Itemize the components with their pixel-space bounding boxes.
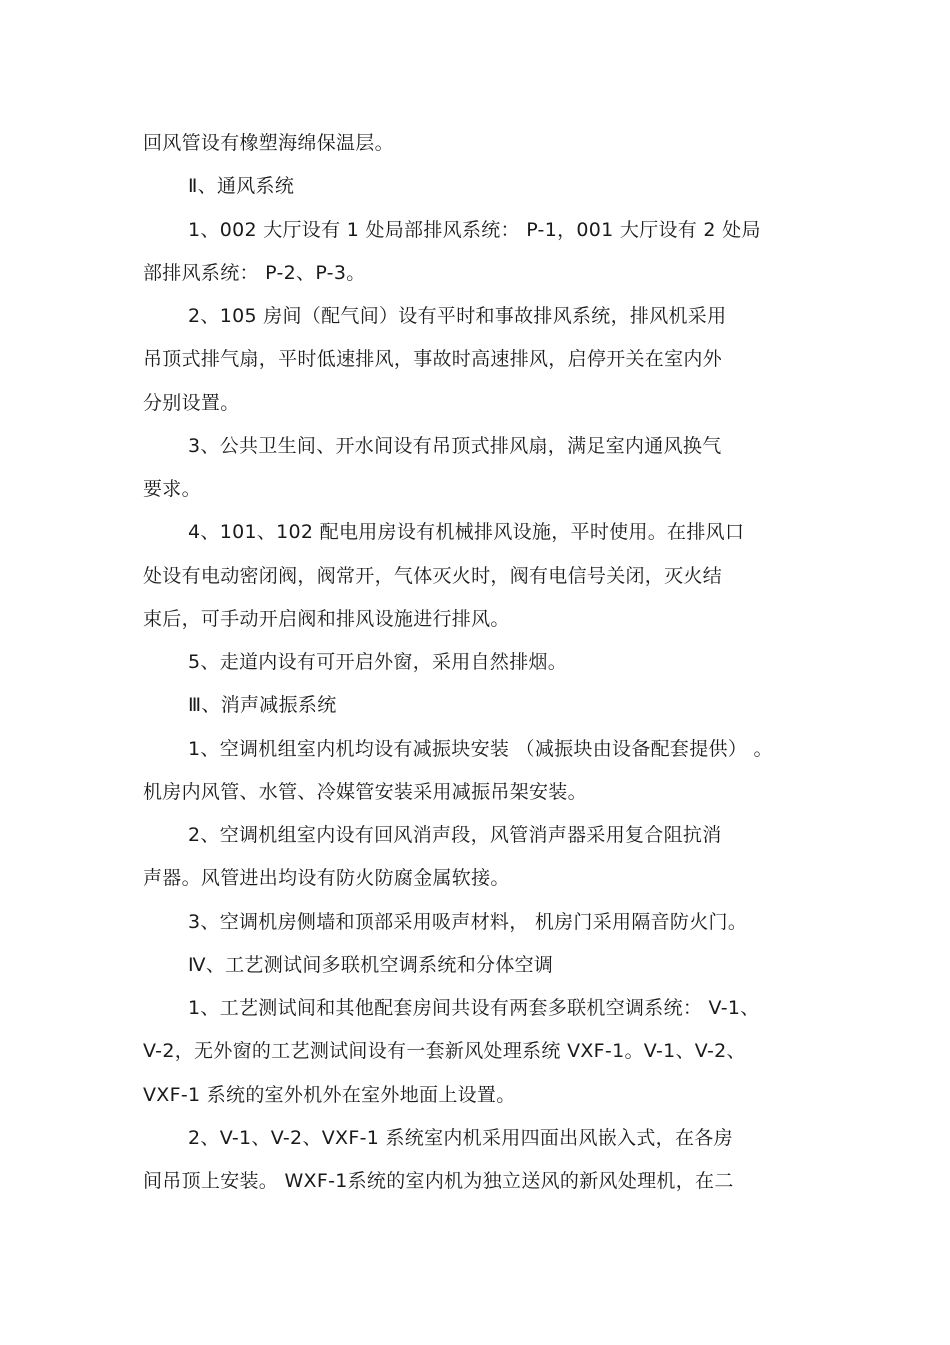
text-line: 吊顶式排气扇，平时低速排风，事故时高速排风，启停开关在室内外 (143, 348, 723, 370)
text-line: 回风管设有橡塑海绵保温层。 (143, 132, 394, 154)
text-line: 2、空调机组室内设有回风消声段，风管消声器采用复合阻抗消 (188, 824, 722, 846)
text-line: 束后，可手动开启阀和排风设施进行排风。 (143, 608, 510, 630)
text-line: 分别设置。 (143, 392, 240, 414)
text-line: 5、走道内设有可开启外窗，采用自然排烟。 (188, 651, 568, 673)
text-line: VXF-1 系统的室外机外在室外地面上设置。 (143, 1084, 516, 1106)
text-line: 3、空调机房侧墙和顶部采用吸声材料， 机房门采用隔音防火门。 (188, 911, 748, 933)
text-line: 部排风系统： P-2、P-3。 (143, 262, 366, 284)
text-line: 2、V-1、V-2、VXF-1 系统室内机采用四面出风嵌入式，在各房 (188, 1127, 733, 1149)
section-heading: Ⅲ、消声减振系统 (188, 694, 337, 716)
text-line: 1、002 大厅设有 1 处局部排风系统： P-1，001 大厅设有 2 处局 (188, 219, 761, 241)
text-line: V-2，无外窗的工艺测试间设有一套新风处理系统 VXF-1。V-1、V-2、 (143, 1040, 746, 1062)
text-line: 要求。 (143, 478, 201, 500)
text-line: 2、105 房间（配气间）设有平时和事故排风系统，排风机采用 (188, 305, 727, 327)
text-line: 1、空调机组室内机均设有减振块安装 （减振块由设备配套提供） 。 (188, 738, 773, 760)
text-line: 间吊顶上安装。 WXF-1系统的室内机为独立送风的新风处理机，在二 (143, 1170, 734, 1192)
text-line: 声器。风管进出均设有防火防腐金属软接。 (143, 867, 510, 889)
text-line: 机房内风管、水管、冷媒管安装采用减振吊架安装。 (143, 781, 587, 803)
text-line: 处设有电动密闭阀，阀常开，气体灭火时，阀有电信号关闭，灭火结 (143, 565, 723, 587)
text-line: 3、公共卫生间、开水间设有吊顶式排风扇，满足室内通风换气 (188, 435, 722, 457)
section-heading: Ⅱ、通风系统 (188, 175, 295, 197)
text-line: 1、工艺测试间和其他配套房间共设有两套多联机空调系统： V-1、 (188, 997, 760, 1019)
section-heading: Ⅳ、工艺测试间多联机空调系统和分体空调 (188, 954, 554, 976)
text-line: 4、101、102 配电用房设有机械排风设施，平时使用。在排风口 (188, 521, 745, 543)
